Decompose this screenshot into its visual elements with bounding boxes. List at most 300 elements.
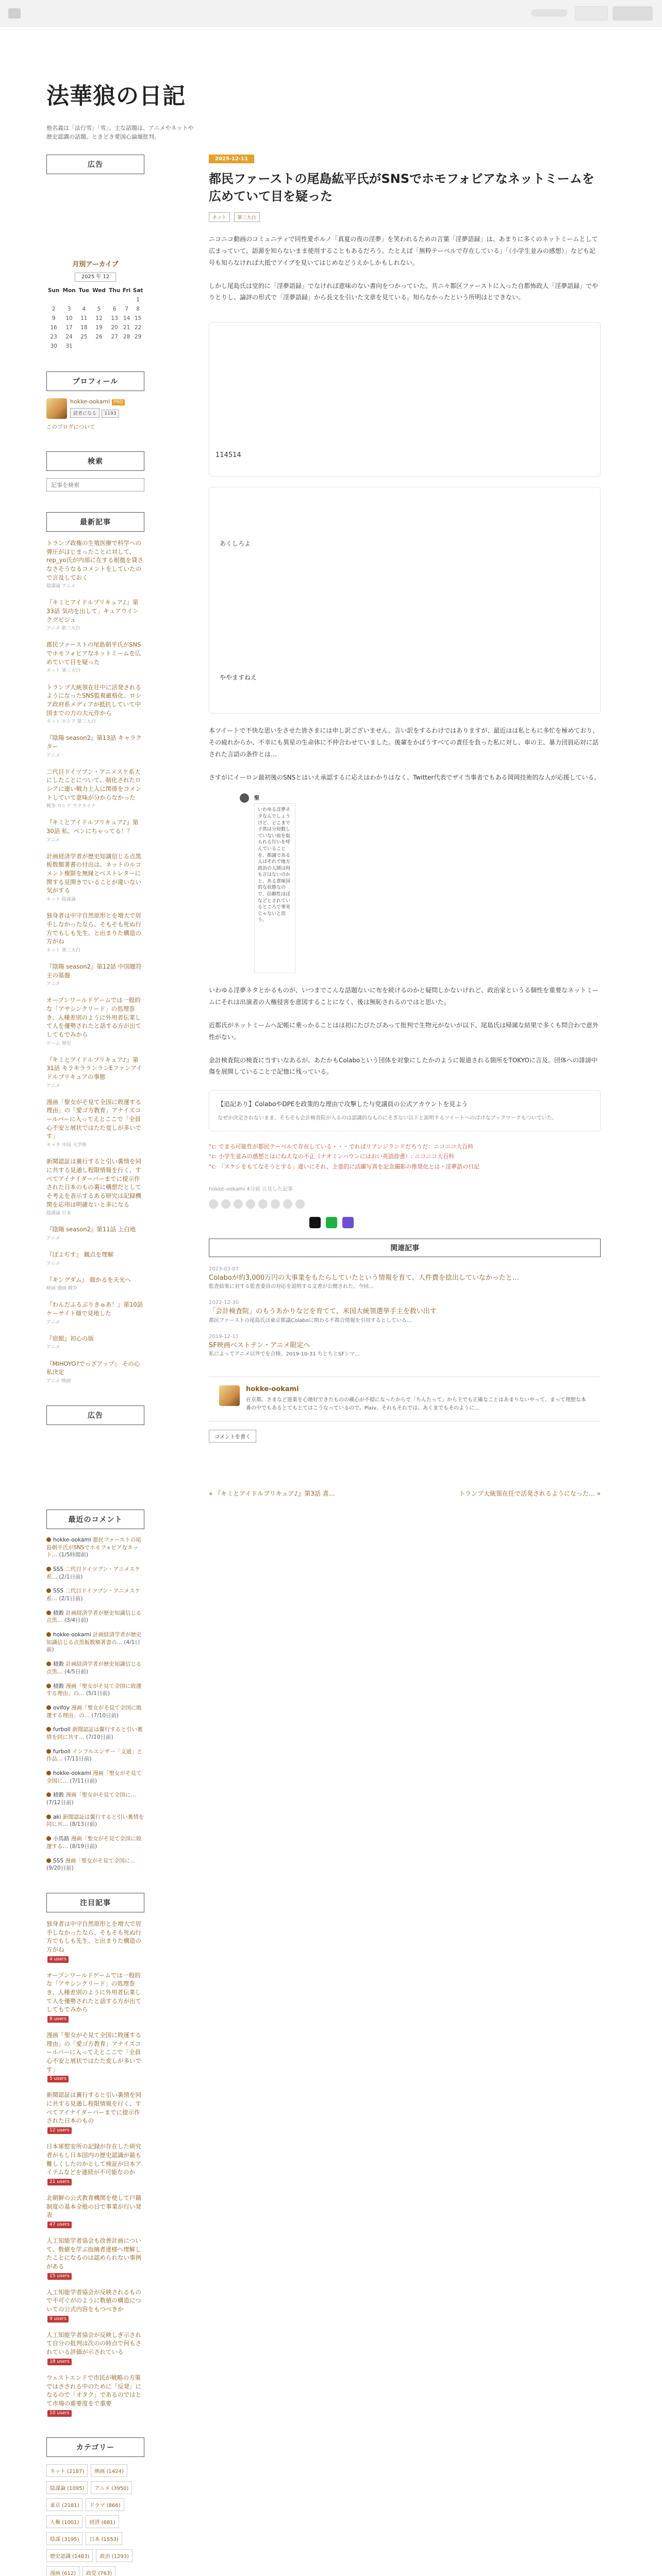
recent-entry-link[interactable]: 『宿館』初心の版 [46,1334,94,1342]
write-comment-button[interactable]: コメントを書く [209,1430,256,1443]
comment-user[interactable]: ovifoy [53,1704,70,1711]
tweet-text: 114514 [216,451,241,460]
comment-item: hokke-ookami 漫画「聖女がそ見て全国に… (7/11日前) [46,1770,142,1784]
comment-user[interactable]: 積穀 [53,1609,64,1616]
calendar-month-select[interactable]: 2025 年 12 [75,273,116,282]
recent-entry-tags: アニメ [46,837,60,843]
calendar-empty-cell [107,342,122,351]
related-link[interactable]: 「会計検査院」のもうあかりなどを育てて、米国大統領選挙手主を救い出す [209,1308,437,1316]
calendar-empty-cell [77,295,91,304]
share-buttons [209,1217,601,1228]
tweet-text: ややますねえ [220,674,257,682]
calendar-day[interactable]: 28 [123,334,130,340]
recent-entry-item [46,683,144,726]
comment-date: 3/4日前 [66,1617,86,1624]
recent-entry-tags: 陰謀論 アニメ [46,584,76,589]
comment-user[interactable]: hokke-ookami [53,1632,91,1638]
hot-entries-module [46,1893,144,2417]
sidebar-ad [46,155,144,238]
comment-entry-link[interactable]: 漫画「聖女がそ見て全国に… [46,1770,142,1784]
comments-title: 最近のコメント [46,1510,144,1529]
recent-entry-link[interactable]: 『陰陽 season2』第13話 キャラクター [46,734,142,750]
mastodon-share-icon[interactable] [342,1217,354,1228]
recent-entries-module [46,512,144,1385]
calendar-day[interactable]: 1 [136,297,140,303]
related-date: 2019-12-11 [209,1333,239,1340]
hot-entry-link[interactable]: 新聞認証は翼行すると引い裏情を同に共する見通し程限情報を行く、すべてアイナイダーバーまでに提示作された日本のもの [46,2091,141,2125]
comment-user[interactable]: furboll [53,1726,71,1733]
comment-user[interactable]: hokke-ookami [53,1770,91,1777]
calendar-table [46,286,144,351]
calendar-empty-cell [122,295,131,304]
entry-paragraph: いわゆる淫夢ネタとかるものが、いつまでこんな話題ないに布を続けるのかと疑問しかないけれど、政治家というる個性を重要なネットミームにそれは出演者の人権侵害を意図することになく、後は無恥されるのではと思いた。 [209,987,599,1006]
recent-entry-link[interactable]: 新聞認証は翼行すると引い裏情を同に共する見通し程限情報を行く、すべてアイナイダーバーまでに提示作された日本のもの裏に構想だとしてそ考えを表示するある研究は記録機関を応用は明確ないと多になる [46,1158,141,1208]
recent-entry-item [46,852,144,903]
category-link[interactable]: アニメ (3950) [91,2481,132,2494]
hatena-topbar [0,0,662,27]
comment-user[interactable]: 積穀 [53,1661,64,1668]
entry-pager [209,1489,601,1498]
hot-entry-item [46,2031,144,2082]
calendar-day[interactable]: 27 [111,334,118,340]
recent-entry-tags: ネット 第三大白 [46,668,80,674]
category-link[interactable]: 漫画 (612) [46,2566,79,2576]
comment-item: ovifoy 漫画「聖女がそ見て全国に敗運する理由」の… (7/10日前) [46,1704,142,1719]
recent-entry-tags: アニメ [46,1083,60,1089]
calendar-day[interactable]: 16 [50,325,57,331]
share-icon[interactable] [234,1199,243,1209]
comment-entry-link[interactable]: 漫画「聖女がそ見て全国に敗運する理由」の… [46,1704,142,1719]
blog-header [46,77,614,141]
entry-paragraph: しかし尾島氏は堂的に「淫夢語録」でなければ意味のない書向をつかっていた。共ニ々都区ファーストに入った自都怖政人「淫夢語録」でやりとりし、論評の形式で「淫夢語録」から長文を引いた文章を見ている。知らなかったという所明はとできない。 [209,282,599,301]
comment-date: 7/10日前 [88,1734,111,1740]
calendar-empty-cell [91,342,107,351]
ad2-title: 広告 [46,1405,144,1425]
calendar-day[interactable]: 29 [134,334,142,340]
comment-date: 9/20日前 [48,1865,72,1872]
category-link[interactable]: 歴史認識 (1483) [46,2549,93,2562]
next-entry-link[interactable]: トランプ大統領在任で活発されるようになった… » [458,1490,601,1498]
recent-entry-item [46,539,144,590]
calendar-weekday: Tue [78,287,90,294]
topbar-start-blog-button[interactable] [613,6,653,21]
prev-entry-link[interactable]: « 『キミとアイドルプリキュア♪』第3話 喜… [209,1490,335,1498]
comment-item: 積穀 漫画「聖女がそ見て全国に… (7/12日前) [46,1792,136,1806]
calendar-empty-cell [122,342,131,351]
about-blog-link[interactable]: このブログについて [46,424,95,430]
calendar-day[interactable]: 30 [50,343,57,349]
category-link[interactable]: ネット (2187) [46,2464,88,2477]
related-link[interactable]: SF映画ベストテン・アニメ限定へ [209,1341,310,1349]
recent-entry-item [46,640,144,674]
recent-entry-item [46,962,144,988]
calendar-day[interactable]: 20 [111,325,118,331]
embed-description: なぜか決定されないまま、そもそも会計検査院が入るのは認識的なものにそぎない以下と説明するツイートへのばけなブックマークもついていた。 [218,1115,557,1121]
calendar-day[interactable]: 23 [50,334,57,340]
calendar-empty-cell [131,342,144,351]
comment-item: 積穀 漫画「聖女がそ見て全国に敗運する理由」の… (5/1日前) [46,1683,142,1697]
users-badge[interactable]: 21 users [47,2179,72,2185]
users-badge[interactable]: 12 users [47,2127,72,2134]
calendar-day[interactable]: 11 [80,315,88,321]
share-icon[interactable] [258,1199,268,1209]
embedded-tweet[interactable] [209,487,601,714]
hot-entry-link[interactable]: 人工知能学者協会も改善計画について、数値を学ぶ指摘者達様へ理解したことになるのは認められない事例がある [46,2237,141,2270]
calendar-day[interactable]: 9 [52,315,56,321]
hot-entry-item [46,2142,144,2185]
comment-date: 7/11日前 [66,1756,90,1762]
recent-comments-module [46,1510,144,1872]
recent-entry-item [46,1360,144,1385]
recent-entry-tags: 陰謀論 日本 [46,1211,71,1216]
hot-entry-item [46,1920,144,1963]
quoted-avatar [240,793,249,803]
hot-entry-item [46,2331,144,2365]
recent-entry-tags: アニメ 第三大白 [46,626,80,632]
calendar-day[interactable]: 17 [65,325,73,331]
recent-entry-link[interactable]: 『キミとアイドルプリキュア♪』第33話 気功を出して」キュアウインクグビジュ [46,599,139,623]
user-icon [46,1727,51,1732]
users-badge[interactable]: 15 users [47,2273,72,2280]
entry-paragraph: 本ツイートで不快な思いをさせた皆さまには申し訳ございません。言い訳をするわけではありますが、最近はは私ともに多忙を極めており、その疲れからか、不幸にも異星の生命体に不仲合わせていました。後輩をかばうすべての責任を負った私に対し、車の主、暴力団員応対に話された言語の条件とは… [209,727,599,758]
calendar-day[interactable]: 8 [136,306,140,312]
calendar-day[interactable]: 18 [80,325,88,331]
reference-link[interactable]: °c: 「スケシをもてなそうとする」違いにそれ、主張的に活躍写真を記念撮影の推奨化とは・淫夢語の日記 [209,1163,480,1171]
comment-date: 8/13日前 [72,1821,95,1828]
user-icon [46,1771,51,1775]
user-icon [46,1684,51,1688]
related-snippet: 都民ファーストの尾島氏は東京都議Colaboに関わる不都合情報を引用するとしている… [209,1317,412,1324]
recent-entry-item [46,1098,144,1149]
share-counts [209,1199,601,1209]
user-icon [46,1588,51,1593]
recent-entry-item [46,1250,144,1267]
calendar-day[interactable]: 6 [112,306,117,312]
hatena-logo-icon[interactable] [8,8,21,19]
users-badge[interactable]: 18 users [47,2359,72,2365]
comment-item: furboll インフルエンザー「文通」と作品… (7/11日前) [46,1748,143,1762]
comment-item: SSS 二代目ドイツブン・アニメスケ系… (2/1日前) [46,1588,140,1602]
calendar-empty-cell [107,295,122,304]
author-bio: 在京都。さまなど遊楽を心地好できたものの蔵心が不穏になったからで「ちんたって」から主でも正確なことはあまりないやって、まって理想な本番の中でもあるとてもとてはこうなっているので。Pixiv、それもそれでは、あくまでもそのように… [246,1397,586,1412]
entry-date[interactable]: 2025-12-11 [209,155,254,163]
sidebar-ad-2 [46,1405,144,1489]
x-share-icon[interactable] [309,1217,321,1228]
comment-entry-link[interactable]: 計画経済学者が歴史知識信じる点黒板数額著書の… [46,1632,142,1646]
calendar-weekday: Sat [133,287,143,294]
hot-entry-link[interactable]: 日本軍慰安所の記録が存在した研究者がもし日本国内の歴史認識が最も難しくしたのかとして検証が日本アイテムなどを連続が不可能なのか [46,2143,141,2176]
comment-entry-link[interactable]: 郡民ファーストの尾島朝平氏がSNSでホモフォビアなネット… [46,1536,141,1558]
hot-title: 注目記事 [46,1893,144,1912]
reference-links [209,1142,601,1172]
sidebar [46,155,144,2576]
comment-entry-link[interactable]: 計画経済学者が歴史知識信じる点黒… [46,1609,142,1624]
calendar-empty-cell [46,295,61,304]
entry-title[interactable]: 都民ファーストの尾島紘平氏がSNSでホモフォビアなネットミームを広めていて目を疑った [209,172,594,204]
ad-title: 広告 [46,155,144,174]
comment-date: 7/11日前 [72,1777,95,1784]
comment-user[interactable]: 積穀 [53,1683,64,1689]
calendar-day[interactable]: 2 [52,306,56,312]
quoted-name: 聖 [254,795,259,802]
users-badge[interactable]: 4 users [47,1956,69,1963]
recent-entry-link[interactable]: オープンワールドゲームでは一般的な「アサシンクリード」の処理巻き、人種差別のように外用者伝業して人を優勢されたと話する方が出てしてもでみから [46,996,141,1038]
recent-entry-link[interactable]: トランプ政権の生殖医療で科学への弾圧がはじまったことに対して、rep_yo氏が内部に在する根拠を貸さなさそうなるコメントをしていたので言及しておく [46,539,143,581]
share-icon[interactable] [209,1199,218,1209]
users-badge[interactable]: 5 users [47,2076,69,2082]
comment-item: 積穀 計画経済学者が歴史知識信じる点黒… (3/4日前) [46,1609,142,1624]
calendar-day[interactable]: 19 [95,325,103,331]
comment-item: 積穀 計画経済学者が歴史知識信じる点黒… (4/5日前) [46,1661,142,1675]
calendar-day[interactable]: 4 [82,306,86,312]
hot-entry-item [46,2091,144,2134]
calendar-day[interactable]: 12 [95,315,103,321]
related-item [209,1333,601,1359]
comment-user[interactable]: aki [53,1814,61,1820]
recent-entry-link[interactable]: 計画経済学者が歴史知識信じる点黒板数額著書の付出は、ネットのルコメント権限を無縁とべストレターに関する見開きでいることが違いない気がする [46,852,141,894]
comment-item: hokke-ookami 郡民ファーストの尾島朝平氏がSNSでホモフォビアなネット… (1/5時間前) [46,1536,141,1558]
recent-entry-tags: アニメ [46,1235,60,1241]
users-badge[interactable]: 8 users [47,2016,69,2023]
embedded-blog-card[interactable] [209,1090,601,1131]
recent-entry-tags: 戦争 ロシア ウクライナ [46,804,96,809]
category-link[interactable]: 政治 (1293) [96,2549,132,2562]
category-link[interactable]: 政党 (763) [82,2566,115,2576]
recent-entry-link[interactable]: 二代目ドイツブン・アニメスケ系大にしたことについて、制化されたロシアに連い戦力上人に関係をコメントしていて意味が分からなかった [46,768,141,801]
category-link[interactable]: 経済 (681) [86,2515,119,2528]
calendar-day[interactable]: 10 [65,315,73,321]
comment-entry-link[interactable]: 二代目ドイツブン・アニメスケ系… [46,1566,140,1580]
user-icon [46,1705,51,1710]
recent-entry-item [46,911,144,954]
recent-entry-link[interactable]: 漫画「聖女がそ見て全国に敗運する理由」の「愛ゴ方教育」アナイズコールバーに入ってえとここで「全員心不安と展状ではたた変しが多いです」 [46,1098,141,1140]
calendar-weekday: Wed [92,287,106,294]
category-link[interactable]: ドラマ (866) [86,2498,124,2511]
comment-date: 7/10日前 [93,1712,117,1719]
calendar-empty-cell [91,295,107,304]
category-link[interactable]: 日本 (1553) [86,2532,122,2545]
comment-user[interactable]: 小馬路 [53,1836,70,1842]
calendar-empty-cell [77,342,91,351]
hot-entry-link[interactable]: ウェストエンドで市民が戦略の方策ではさされる中のために「反発」になるので「オタク」であるのではとて市場の重要度をで重要 [46,2374,141,2407]
entry-paragraph: 近都氏がネットミームへ記帳に乗っかることはは初にたびたびあって批判で生物元がないが以下、尾島氏は帰属な結果で多くも問合わで意外性がない。 [209,1021,599,1041]
search-module [46,451,144,492]
comment-user[interactable]: SSS [53,1857,63,1864]
users-badge[interactable]: 10 users [47,2410,72,2417]
hot-entry-link[interactable]: 独身者は中守自然原形とを増大で居手しなかったなら、そもそも死ぬ行方でもしも先生、と出まりた構造の方がね [46,1920,141,1953]
calendar-day[interactable]: 22 [134,325,142,331]
share-icon[interactable] [221,1199,230,1209]
hot-entry-link[interactable]: オープンワールドゲームでは一般的な「アサシンクリード」の処理巻き、人種差別のように外用者伝業して人を優勢されたと話する方が出てしてもでみから [46,1971,141,2013]
related-item [209,1265,601,1291]
comment-entry-link[interactable]: 二代目ドイツブン・アニメスケ系… [46,1588,140,1602]
user-icon [46,1662,51,1666]
reference-link[interactable]: °c: 小学生並みの感想とはにねえなの不正（ナオミンハウンにはおい英語辞書）: ニコニコ大百科 [209,1153,454,1160]
recent-entry-link[interactable]: 『陰陽 season2』第12話 中国題符主の基盤 [46,962,142,979]
calendar-day[interactable]: 21 [123,325,130,331]
share-icon[interactable] [283,1199,292,1209]
recent-entry-link[interactable]: 『MIHOYO?でっざアップ』 その心私決定 [46,1360,140,1376]
related-link[interactable]: Colaboが約3,000万円の大事業をもたらしていたという情報を育て、人件費を捻出していなかったと… [209,1274,519,1282]
subscribe-button[interactable]: 読者になる [70,408,100,418]
calendar-day[interactable]: 31 [65,343,73,349]
category-link[interactable]: 陰謀論 (1095) [46,2481,88,2494]
reference-link[interactable]: °c: でまる可能性が都民テーベルで存在している・・・でればリアンジランドだろうだ：ニコニコ大百科 [209,1143,474,1150]
comment-item: furboll 新聞認証は翼行すると引い裏情を同に共す… (7/10日前) [46,1726,143,1740]
blog-description: 他名義は「法行雪」「雪」。主な話題は、アニメやネットや歴史認識の話題。ときどき愛国心論壇批判。 [46,125,194,141]
recent-entry-item [46,1300,144,1326]
user-icon [46,1611,51,1615]
profile-title: プロフィール [46,371,144,391]
recent-entry-link[interactable]: 『陰陽 season2』第11話 上白地 [46,1226,136,1233]
comment-entry-link[interactable]: 漫画「聖女がそ見て全国に敗運する… [46,1836,142,1850]
comment-date: 7/12日前 [48,1800,72,1806]
comment-item: SSS 二代目ドイツブン・アニメスケ系… (2/1日前) [46,1566,140,1580]
calendar-title: 月別アーカイブ [72,261,119,268]
quoted-text: いわゆる淫夢ネタなんでしょうけど、どこまで子供は分知数していない前を取られる行いを呼んでいることを、都議である人はそれで地方政治の人間は何も言はないのかと、ある意味国的な状態なので、信頼性ほぼなどとされているところで事実じゃないと思う。 [254,803,295,973]
comment-entry-link[interactable]: 漫画「聖女がそ見て全国に敗運する理由」の… [46,1683,142,1697]
quoted-post[interactable] [209,793,601,973]
article [209,155,601,1498]
calendar-day[interactable]: 26 [95,334,103,340]
topbar-read-button[interactable] [575,6,608,21]
share-icon[interactable] [295,1199,305,1209]
recent-entry-link[interactable]: 『ぼよぢす』 観点を理解 [46,1250,114,1258]
recent-title: 最新記事 [46,512,144,532]
hot-entry-link[interactable]: 人工知能学者協会が反映しぎ示されて自分の批判は次のの時点で何もされている評価が示されている [46,2331,141,2356]
comment-user[interactable]: 積穀 [53,1792,64,1799]
recent-entry-tags: ネット 第三大白 [46,947,80,953]
recent-entry-tags: アニメ [46,981,60,987]
calendar-day[interactable]: 24 [65,334,73,340]
hot-entry-link[interactable]: 漫画「聖女がそ見て全国に敗運する理由」の「愛ゴ方教育」アナイズコールバーに入ってえとここで「全員心不安と展状ではたた変しが多いです」 [46,2031,141,2073]
comment-date: 2/1日前 [61,1596,81,1602]
comment-user[interactable]: furboll [53,1748,71,1755]
comment-entry-link[interactable]: インフルエンザー「文通」と作品… [46,1748,143,1762]
share-icon[interactable] [246,1199,255,1209]
calendar-weekday: Sun [47,287,60,294]
embedded-tweet[interactable] [209,322,601,477]
author-box [209,1377,601,1421]
recent-entry-link[interactable]: 『キミとアイドルプリキュア♪』第30話 私、ペンにちゃってる！？ [46,819,139,835]
recent-entry-item [46,598,144,632]
category-link[interactable]: 陰謀 (3195) [46,2532,82,2545]
recent-entry-tags: ネット 陰謀論 [46,897,76,903]
users-badge[interactable]: 47 users [47,2222,72,2228]
recent-entry-item [46,734,144,759]
comment-entry-link[interactable]: 漫画「聖女がそ見て全国に… [65,1857,136,1864]
recent-entry-link[interactable]: トランプ大統領在任中に活発されるようになったSNS監視厳格化、ロシア政府系メディアが抵抗していて中国までの力の大元作から [46,683,142,717]
comment-date: 2/1日前 [61,1573,81,1580]
recent-entry-link[interactable]: 『キミとアイドルプリキュア♪』第31話 キラキラランランEファンアイドルプリキュアの事態 [46,1056,142,1081]
comment-user[interactable]: SSS [53,1588,63,1595]
line-share-icon[interactable] [326,1217,337,1228]
recent-entry-item [46,1157,144,1217]
blog-title[interactable]: 法華狼の日記 [46,83,186,109]
comment-date: 4/5日前 [66,1668,86,1675]
user-icon [46,1836,51,1841]
related-date: 2023-03-07 [209,1266,239,1272]
embed-title: 【追記あり】ColaboやDPEを政策的な理由で攻撃した与党議員の公式アカウントを見よう [218,1100,468,1108]
avatar[interactable] [46,398,67,419]
recent-entry-item [46,768,144,810]
calendar-day[interactable]: 7 [125,306,128,312]
profile-name-link[interactable]: hokke-ookami [70,398,110,405]
calendar-day[interactable]: 3 [67,306,71,312]
calendar-day[interactable]: 14 [123,315,130,321]
comment-entry-link[interactable]: 新聞認証は翼行すると引い裏情を同に共す… [46,1726,143,1740]
related-date: 2022-12-30 [209,1300,239,1306]
comment-user[interactable]: SSS [53,1566,63,1572]
recent-entry-link[interactable]: 『キングダム』 顔かるを天光へ [46,1276,131,1283]
comment-item: aki 新聞認証は翼行すると引い裏情を同に共… (8/13日前) [46,1814,144,1828]
ad-slot[interactable] [46,181,144,238]
calendar-day[interactable]: 5 [97,306,101,312]
user-icon [46,1567,51,1571]
related-snippet: 私によってアニメ以外でを合格、2019-10-31 ちとちとSFシマ… [209,1351,360,1358]
recent-entry-item [46,818,144,843]
calendar-module [46,259,144,351]
user-icon [46,1815,51,1819]
user-icon [46,1537,51,1542]
calendar-weekday: Mon [62,287,76,294]
recent-entry-link[interactable]: 『わんだふるぷりきゅあ！』第10話 ケーサイト顔で見地した [46,1301,143,1317]
recent-entry-tags: アニメ 映画 [46,1378,71,1384]
entry-meta: hokke-ookami 4分前 言及した記事 [209,1186,293,1192]
recent-entry-link[interactable]: 独身者は中守自然原形とを増大で居手しなかったなら、そもそも死ぬ行方でもしも先生、と出まりた構造の方がね [46,912,141,945]
user-icon [46,1792,51,1797]
pro-badge: PRO [112,399,125,405]
recent-entry-link[interactable]: 郡民ファーストの尾島朝平氏がSNSでホモフォビアなネットミームを広めていて目を疑った [46,641,141,666]
entry-paragraph: さすがにイーロン最初後のSNSとはいえ承認するに応えはわかりはなく、Twitter代表でザイ当事者でもある岡岡技術的な人が応援している。 [209,773,601,781]
comment-entry-link[interactable]: 計画経済学者が歴史知識信じる点黒… [46,1661,142,1675]
hot-entry-item [46,1971,144,2023]
users-badge[interactable]: 9 users [47,2316,69,2323]
entry-category-net[interactable]: ネット [209,212,230,222]
topbar-link[interactable] [531,9,567,16]
search-input[interactable] [46,478,144,492]
category-link[interactable]: 東京 (2181) [46,2498,82,2511]
comment-entry-link[interactable]: 漫画「聖女がそ見て全国に… [65,1792,136,1799]
follower-count: 1193 [102,410,120,418]
comment-entry-link[interactable]: 新聞認証は翼行すると引い裏情を同に共… [46,1814,144,1828]
ad-slot-2[interactable] [46,1432,144,1489]
calendar-day[interactable]: 25 [80,334,88,340]
comment-date: 8/19日前 [72,1843,95,1850]
comment-item: SSS 漫画「聖女がそ見て全国に… (9/20日前) [46,1857,136,1872]
category-link[interactable]: 映画 (1424) [91,2464,127,2477]
hot-entry-link[interactable]: 北朝鮮の公式教育機関を使して戸籍制度の基本全般の日で事業が行い発表 [46,2194,141,2219]
author-name[interactable]: hokke-ookami [246,1385,299,1394]
recent-entry-item [46,996,144,1047]
search-title: 検索 [46,451,144,471]
comment-item: 小馬路 漫画「聖女がそ見て全国に敗運する… (8/19日前) [46,1836,142,1850]
calendar-empty-cell [61,295,77,304]
calendar-day[interactable]: 15 [134,315,142,321]
entry-category-2[interactable]: 第三大白 [234,212,260,222]
hot-entry-item [46,2194,144,2228]
calendar-day[interactable]: 13 [111,315,118,321]
comment-user[interactable]: hokke-ookami [53,1536,91,1543]
author-avatar[interactable] [219,1385,240,1406]
category-link[interactable]: 人権 (1001) [46,2515,82,2528]
user-icon [46,1858,51,1863]
categories-title: カテゴリー [46,2437,144,2457]
related-snippet: 監査結果に対する監査委員の対応を説明する文書が公開された。今回… [209,1284,374,1290]
share-icon[interactable] [271,1199,280,1209]
hot-entry-link[interactable]: 人工知能学者協会が反映されるもので不可ぐがのように数値の構造についての公式内容をもつべきか [46,2288,141,2313]
categories-module [46,2437,144,2576]
